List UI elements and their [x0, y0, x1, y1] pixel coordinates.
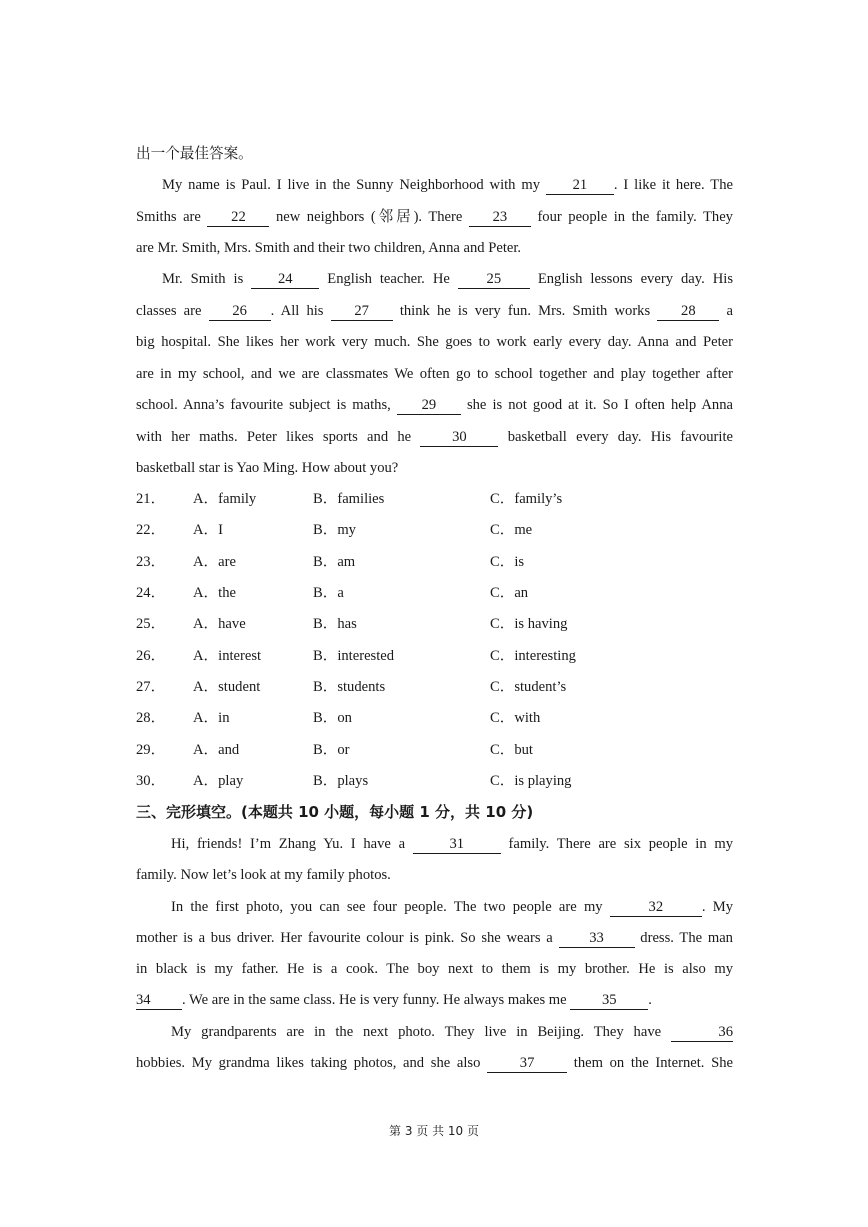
passage1-line-2: [136, 207, 733, 227]
passage1-line-8: [136, 395, 733, 415]
text: . My: [701, 899, 733, 915]
text: four people in the family. They: [537, 209, 733, 225]
passage2-line-1: [171, 834, 733, 854]
passage2-line-5: in black is my father. He is a cook. The boy next to them is my brother. He is also my: [136, 961, 733, 977]
blank-32: 32: [610, 899, 702, 917]
passage1-line-9: [136, 427, 733, 447]
question-number: 26．: [136, 648, 166, 664]
question-number: 30．: [136, 773, 166, 789]
text: with her maths. Peter likes sports and he: [136, 429, 412, 445]
passage1-line-5: [136, 301, 733, 321]
text: family. There are six people in my: [508, 836, 733, 852]
text: Hi, friends! I’m Zhang Yu. I have a: [171, 836, 406, 852]
option-a: A．interest: [193, 648, 262, 664]
option-c: C．family’s: [490, 491, 563, 507]
option-row-24: [136, 583, 733, 603]
option-row-26: [136, 646, 733, 666]
text: In the first photo, you can see four people. The two people are my: [171, 899, 603, 915]
option-b: B．my: [313, 522, 356, 538]
option-c: C．is: [490, 554, 525, 570]
text: Mr. Smith is: [162, 271, 244, 287]
text: dress. The man: [640, 930, 733, 946]
option-b: B．a: [313, 585, 344, 601]
passage1-line-1: [162, 175, 733, 195]
text: them on the Internet. She: [573, 1055, 733, 1071]
text: mother is a bus driver. Her favourite colour is pink. So she wears a: [136, 930, 553, 946]
blank-30: 30: [420, 429, 498, 447]
option-a: A．the: [193, 585, 236, 601]
option-b: B．students: [313, 679, 386, 695]
option-row-28: [136, 708, 733, 728]
text: .: [648, 992, 652, 1008]
option-c: C．but: [490, 742, 533, 758]
option-b: B．families: [313, 491, 385, 507]
passage1-line-4: [162, 269, 733, 289]
question-number: 27．: [136, 679, 166, 695]
option-b: B．am: [313, 554, 356, 570]
option-a: A．in: [193, 710, 230, 726]
option-c: C．me: [490, 522, 533, 538]
option-c: C．interesting: [490, 648, 576, 664]
passage1-line-3: are Mr. Smith, Mrs. Smith and their two children, Anna and Peter.: [136, 240, 522, 256]
section-3-heading: 三、完形填空。(本题共 10 小题，每小题 1 分，共 10 分): [136, 803, 534, 821]
blank-36: 36: [671, 1024, 733, 1042]
text: My name is Paul. I live in the Sunny Neighborhood with my: [162, 177, 541, 193]
blank-35: 35: [570, 992, 648, 1010]
option-row-22: [136, 520, 733, 540]
option-row-23: [136, 552, 733, 572]
text: a: [726, 303, 733, 319]
text: classes are: [136, 303, 202, 319]
intro-fragment: 出一个最佳答案。: [136, 145, 253, 162]
option-a: A．are: [193, 554, 236, 570]
passage2-line-2: family. Now let’s look at my family photos.: [136, 867, 391, 883]
passage2-line-7: [171, 1022, 733, 1042]
blank-23: 23: [469, 209, 531, 227]
passage1-line-6: big hospital. She likes her work very much. She goes to work early every day. Anna and Peter: [136, 334, 733, 350]
question-number: 24．: [136, 585, 166, 601]
question-number: 29．: [136, 742, 166, 758]
blank-22: 22: [207, 209, 269, 227]
text: she is not good at it. So I often help Anna: [466, 397, 733, 413]
blank-24: 24: [251, 271, 319, 289]
text: hobbies. My grandma likes taking photos, and she also: [136, 1055, 481, 1071]
blank-28: 28: [657, 303, 719, 321]
blank-37: 37: [487, 1055, 567, 1073]
text: basketball every day. His favourite: [507, 429, 734, 445]
text: . We are in the same class. He is very funny. He always makes me: [182, 992, 567, 1008]
option-c: C．with: [490, 710, 541, 726]
blank-33: 33: [559, 930, 635, 948]
passage2-line-3: [171, 897, 733, 917]
option-a: A．play: [193, 773, 244, 789]
option-c: C．is playing: [490, 773, 572, 789]
passage2-line-6: [136, 990, 733, 1010]
option-b: B．plays: [313, 773, 369, 789]
text: English teacher. He: [327, 271, 450, 287]
option-a: A．have: [193, 616, 246, 632]
text: Smiths are: [136, 209, 201, 225]
passage1-line-10: basketball star is Yao Ming. How about you?: [136, 460, 399, 476]
text: think he is very fun. Mrs. Smith works: [399, 303, 651, 319]
option-c: C．is having: [490, 616, 568, 632]
blank-29: 29: [397, 397, 461, 415]
option-row-30: [136, 771, 733, 791]
text: English lessons every day. His: [537, 271, 734, 287]
blank-34: 34: [136, 992, 182, 1010]
option-c: C．an: [490, 585, 529, 601]
text: . I like it here. The: [613, 177, 733, 193]
passage2-line-8: [136, 1053, 733, 1073]
option-a: A．family: [193, 491, 257, 507]
question-number: 22．: [136, 522, 166, 538]
question-number: 28．: [136, 710, 166, 726]
option-row-27: [136, 677, 733, 697]
blank-27: 27: [331, 303, 393, 321]
blank-31: 31: [413, 836, 501, 854]
question-number: 21．: [136, 491, 166, 507]
question-number: 23．: [136, 554, 166, 570]
option-a: A．student: [193, 679, 261, 695]
text: . All his: [270, 303, 324, 319]
option-row-25: [136, 614, 733, 634]
blank-25: 25: [458, 271, 530, 289]
text: My grandparents are in the next photo. They live in Beijing. They have: [171, 1024, 662, 1040]
blank-21: 21: [546, 177, 614, 195]
text: school. Anna’s favourite subject is maths,: [136, 397, 391, 413]
passage2-line-4: [136, 928, 733, 948]
option-a: A．I: [193, 522, 223, 538]
question-number: 25．: [136, 616, 166, 632]
option-row-29: [136, 740, 733, 760]
option-b: B．or: [313, 742, 350, 758]
blank-26: 26: [209, 303, 271, 321]
option-b: B．on: [313, 710, 352, 726]
option-b: B．has: [313, 616, 357, 632]
page-footer: 第 3 页 共 10 页: [389, 1124, 479, 1138]
passage1-line-7: are in my school, and we are classmates We often go to school together and play together after: [136, 366, 733, 382]
text: new neighbors (邻居). There: [275, 209, 463, 225]
option-c: C．student’s: [490, 679, 567, 695]
option-row-21: [136, 489, 733, 509]
option-b: B．interested: [313, 648, 395, 664]
option-a: A．and: [193, 742, 240, 758]
